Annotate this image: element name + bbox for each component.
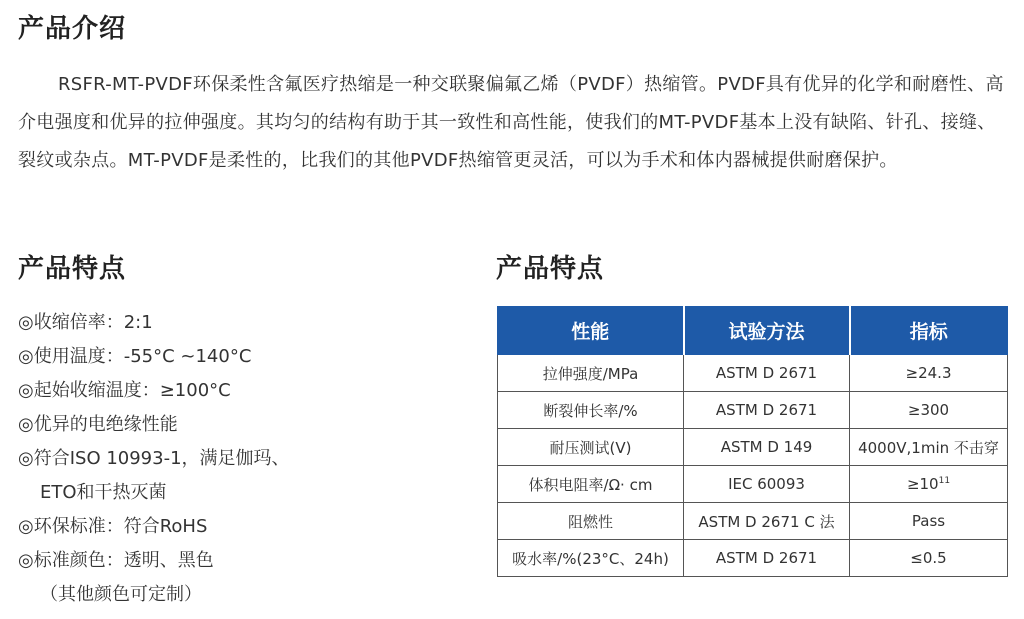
cell-value: ≥24.3 — [850, 355, 1008, 392]
table-row — [498, 503, 1008, 540]
cell-method: ASTM D 149 — [684, 429, 850, 466]
cell-property: 吸水率/%(23°C、24h) — [498, 540, 684, 577]
feature-item: ◎收缩倍率：2:1 — [18, 312, 153, 333]
table-row — [498, 466, 1008, 503]
features-list — [18, 306, 290, 612]
table-row — [498, 429, 1008, 466]
cell-method: ASTM D 2671 C 法 — [684, 503, 850, 540]
feature-item-continuation: ETO和干热灭菌 — [40, 482, 167, 503]
cell-property: 耐压测试(V) — [498, 429, 684, 466]
cell-property: 体积电阻率/Ω· cm — [498, 466, 684, 503]
cell-value-exponent: 11 — [938, 476, 951, 486]
features-title: 产品特点 — [18, 254, 127, 284]
intro-title: 产品介绍 — [18, 14, 127, 44]
table-row — [498, 392, 1008, 429]
table-row — [498, 355, 1008, 392]
cell-method: ASTM D 2671 — [684, 355, 850, 392]
intro-paragraph: RSFR-MT-PVDF环保柔性含氟医疗热缩是一种交联聚偏氟乙烯（PVDF）热缩管。PVDF具有优异的化学和耐磨性、高介电强度和优异的拉伸强度。其均匀的结构有助于其一致性和高性能，使我们的MT-PVDF基本上没有缺陷、针孔、接缝、裂纹或杂点。MT-PVDF是柔性的，比我们的其他PVDF热缩管更灵活，可以为手术和体内器械提供耐磨保护。 — [18, 74, 1004, 171]
feature-item-continuation: （其他颜色可定制） — [40, 584, 202, 605]
spec-table — [497, 306, 1008, 577]
cell-value: ≤0.5 — [850, 540, 1008, 577]
cell-value: 4000V,1min 不击穿 — [850, 429, 1008, 466]
feature-item: ◎优异的电绝缘性能 — [18, 414, 178, 435]
feature-item: ◎环保标准：符合RoHS — [18, 516, 208, 537]
cell-value-base: ≥10 — [906, 475, 939, 493]
cell-property: 断裂伸长率/% — [498, 392, 684, 429]
spec-title: 产品特点 — [496, 254, 605, 284]
cell-value: ≥300 — [850, 392, 1008, 429]
header-property: 性能 — [498, 307, 684, 355]
cell-value — [850, 466, 1008, 503]
table-row — [498, 540, 1008, 577]
cell-property: 阻燃性 — [498, 503, 684, 540]
cell-method: ASTM D 2671 — [684, 392, 850, 429]
feature-item: ◎起始收缩温度：≥100°C — [18, 380, 231, 401]
feature-item: ◎标准颜色：透明、黑色 — [18, 550, 214, 571]
feature-item: ◎符合ISO 10993-1，满足伽玛、 — [18, 448, 290, 469]
cell-property: 拉伸强度/MPa — [498, 355, 684, 392]
header-method: 试验方法 — [684, 307, 850, 355]
cell-method: ASTM D 2671 — [684, 540, 850, 577]
spec-header-row — [498, 307, 1008, 355]
cell-method: IEC 60093 — [684, 466, 850, 503]
header-value: 指标 — [850, 307, 1008, 355]
feature-item: ◎使用温度：-55°C ~140°C — [18, 346, 252, 367]
cell-value: Pass — [850, 503, 1008, 540]
